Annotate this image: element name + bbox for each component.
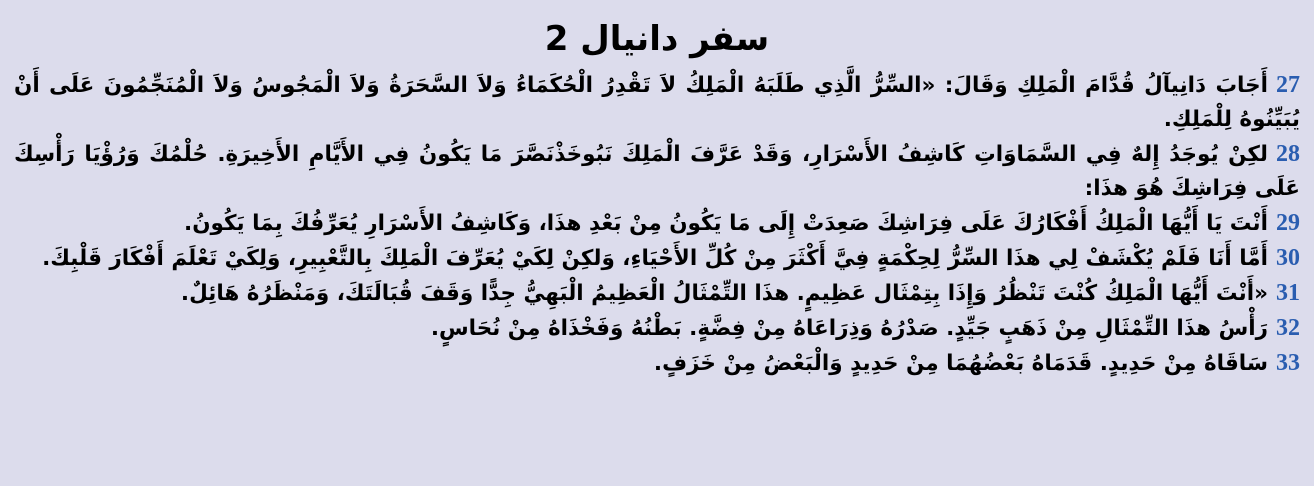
verse-number: 32 (1276, 315, 1300, 341)
verse-29 (14, 206, 1300, 241)
verse-text: أَجَابَ دَانِيآلُ قُدَّامَ الْمَلِكِ وَقَالَ: «السِّرُّ الَّذِي طَلَبَهُ الْمَلِكُ لاَ تَقْدِرُ الْحُكَمَاءُ وَلاَ السَّحَرَةُ وَلاَ الْمَجُوسُ وَلاَ الْمُنَجِّمُونَ عَلَى أَنْ يُبَيِّنُوهُ لِلْمَلِكِ. (14, 73, 1300, 132)
verse-text: أَنْتَ يَا أَيُّهَا الْمَلِكُ أَفْكَارُكَ عَلَى فِرَاشِكَ صَعِدَتْ إِلَى مَا يَكُونُ مِنْ بَعْدِ هذَا، وَكَاشِفُ الأَسْرَارِ يُعَرِّفُكَ بِمَا يَكُونُ. (184, 211, 1268, 236)
verse-number: 29 (1276, 210, 1300, 236)
verse-number: 30 (1276, 245, 1300, 271)
verse-32 (14, 311, 1300, 346)
verse-number: 31 (1276, 280, 1300, 306)
verse-number: 28 (1276, 141, 1300, 167)
verse-number: 27 (1276, 72, 1300, 98)
verse-text: أَمَّا أَنَا فَلَمْ يُكْشَفْ لِي هذَا السِّرُّ لِحِكْمَةٍ فِيَّ أَكْثَرَ مِنْ كُلِّ الأَحْيَاءِ، وَلكِنْ لِكَيْ يُعَرِّفَ الْمَلِكَ بِالتَّعْبِيرِ، وَلِكَيْ تَعْلَمَ أَفْكَارَ قَلْبِكَ. (42, 246, 1268, 271)
verse-30 (14, 241, 1300, 276)
verse-27 (14, 68, 1300, 137)
verse-28 (14, 137, 1300, 206)
verse-text: لكِنْ يُوجَدُ إِلهٌ فِي السَّمَاوَاتِ كَاشِفُ الأَسْرَارِ، وَقَدْ عَرَّفَ الْمَلِكَ نَبُوخَذْنَصَّرَ مَا يَكُونُ فِي الأَيَّامِ الأَخِيرَةِ. حُلْمُكَ وَرُؤْيَا رَأْسِكَ عَلَى فِرَاشِكَ هُوَ هذَا: (14, 142, 1300, 201)
verse-text: «أَنْتَ أَيُّهَا الْمَلِكُ كُنْتَ تَنْظُرُ وَإِذَا بِتِمْثَال عَظِيمٍ. هذَا التِّمْثَالُ الْعَظِيمُ الْبَهِيُّ جِدًّا وَقَفَ قُبَالَتَكَ، وَمَنْظَرُهُ هَائِلٌ. (180, 281, 1268, 306)
verse-31 (14, 276, 1300, 311)
verse-text: رَأْسُ هذَا التِّمْثَالِ مِنْ ذَهَبٍ جَيِّدٍ. صَدْرُهُ وَذِرَاعَاهُ مِنْ فِضَّةٍ. بَطْنُهُ وَفَخْذَاهُ مِنْ نُحَاسٍ. (430, 316, 1268, 341)
verse-33 (14, 346, 1300, 381)
page-title: سفر دانيال 2 (544, 19, 770, 59)
verse-text: سَاقَاهُ مِنْ حَدِيدٍ. قَدَمَاهُ بَعْضُهُمَا مِنْ حَدِيدٍ وَالْبَعْضُ مِنْ خَزَفٍ. (653, 351, 1268, 376)
verse-number: 33 (1276, 350, 1300, 376)
